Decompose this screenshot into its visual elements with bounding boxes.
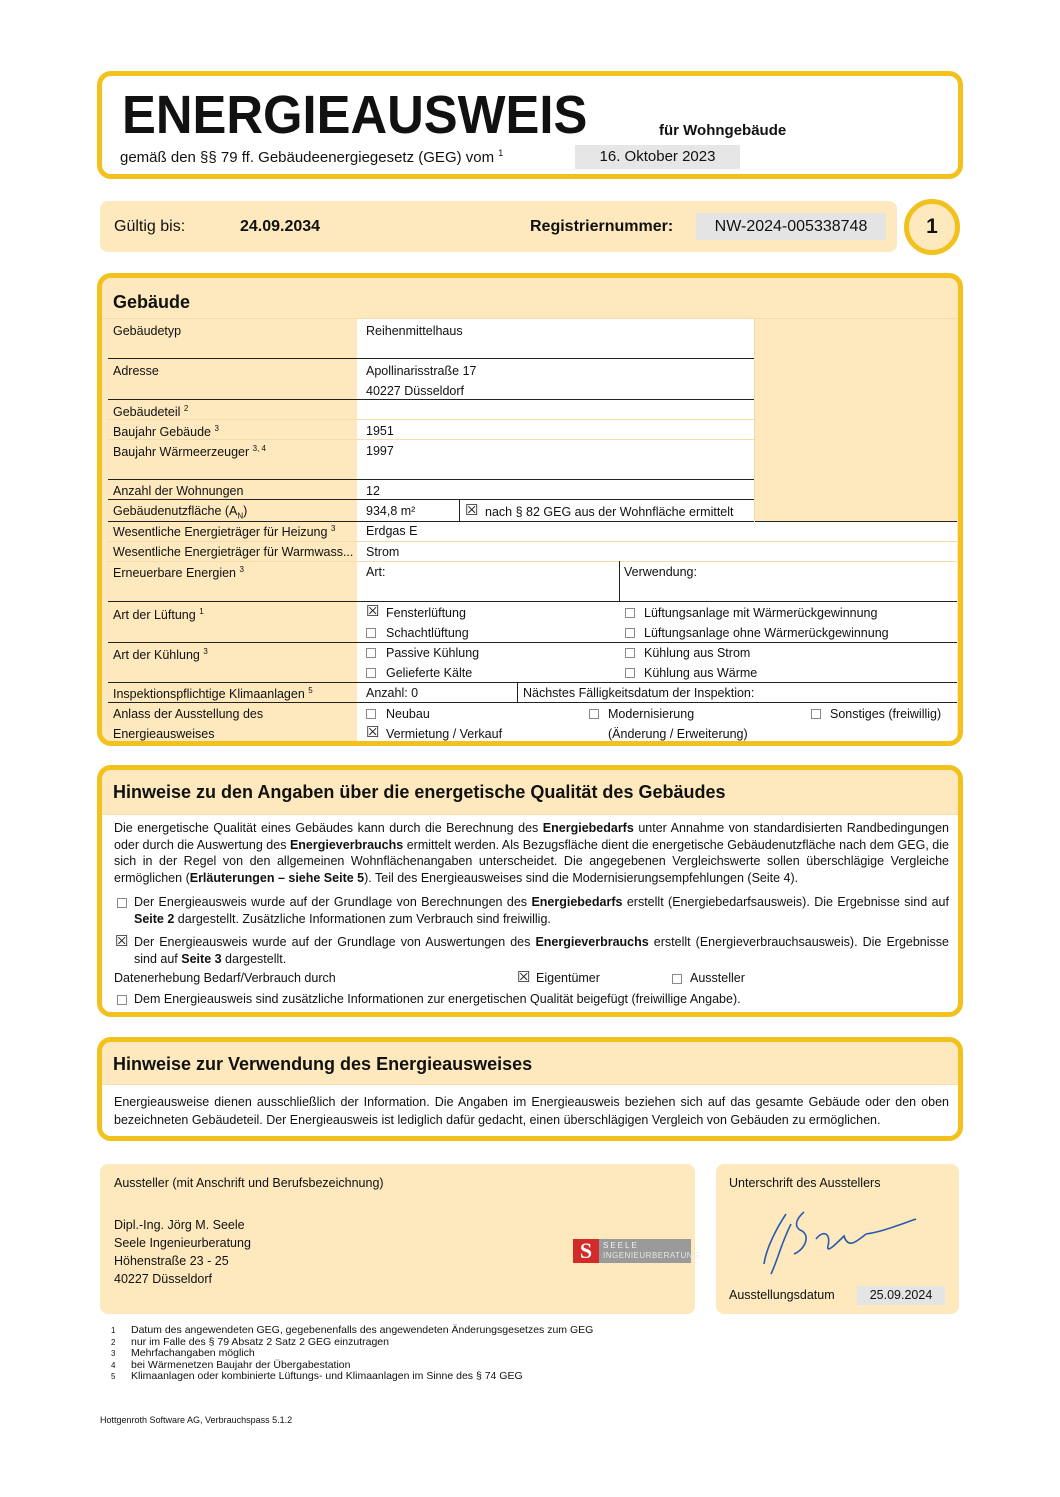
ventilation-heat-recovery-checkbox[interactable] (625, 608, 635, 618)
data-by-issuer-checkbox[interactable] (672, 974, 682, 984)
value-year-heater: 1997 (366, 444, 394, 458)
registration-number-field: NW-2024-005338748 (696, 213, 886, 240)
cooling-passive-checkbox[interactable] (366, 648, 376, 658)
modernization-note: (Änderung / Erweiterung) (608, 727, 748, 741)
additional-info-checkbox[interactable] (117, 995, 127, 1005)
label-cooling: Art der Kühlung $^3$ (113, 647, 208, 663)
additional-info-label: Dem Energieausweis sind zusätzliche Informationen zur energetischen Qualität beigefügt (freiwillige Angabe). (134, 992, 741, 1006)
area-method-note: nach § 82 GEG aus der Wohnfläche ermittelt (485, 505, 734, 519)
reason-new-build-checkbox[interactable] (366, 709, 376, 719)
usage-notes-section (97, 1037, 963, 1141)
issuer-label: Aussteller (mit Anschrift und Berufsbezeichnung) (114, 1176, 384, 1190)
value-address-city: 40227 Düsseldorf (366, 384, 464, 398)
demand-certificate-text: Der Energieausweis wurde auf der Grundlage von Berechnungen des Energiebedarfs erstellt (Energiebedarfsausweis). Die Ergebnisse sind auf Seite 2 dargestellt. Zusätzliche Informationen zum Verbrauch sind freiwillig. (134, 895, 949, 926)
value-usable-area: 934,8 m² (366, 504, 416, 518)
issuer-city: 40227 Düsseldorf (114, 1272, 212, 1286)
footnote-5: 5 Klimaanlagen oder kombinierte Lüftungs- und Klimaanlagen im Sinne des § 74 GEG (111, 1370, 523, 1383)
label-building-type: Gebäudetyp (113, 324, 182, 338)
renewable-use-label: Verwendung: (624, 565, 697, 579)
option-no-heat-recovery: Lüftungsanlage ohne Wärmerückgewinnung (644, 626, 889, 640)
quality-intro-text: Die energetische Qualität eines Gebäudes kann durch die Berechnung des Energiebedarfs unter Annahme von standardisierten Randbedingungen oder durch die Auswertung des Energieverbrauchs ermittelt werden. Als Bezugsfläche dient die energetische Gebäudenutzfläche nach dem GEG, die sich in der Regel von den allgemeinen Wohnflächenangaben unterscheidet. Die angegebenen Vergleichswerte sollen überschlägige Vergleiche ermöglichen (Erläuterungen – siehe Seite 5). Teil des Energieausweises sind die Modernisierungsempfehlungen (Seite 4). (114, 821, 949, 885)
label-apartments: Anzahl der Wohnungen (113, 484, 244, 498)
ventilation-window-checkbox-checked[interactable]: ☒ (366, 603, 380, 620)
data-by-issuer-label: Aussteller (690, 971, 745, 985)
consumption-certificate-text: Der Energieausweis wurde auf der Grundlage von Auswertungen des Energieverbrauchs erstellt (Energieverbrauchsausweis). Die Ergebnisse sind auf Seite 3 dargestellt. (134, 935, 949, 966)
ventilation-no-recovery-checkbox[interactable] (625, 628, 635, 638)
registration-label: Registriernummer: (530, 218, 674, 235)
label-year-heater: Baujahr Wärmeerzeuger $^{3, 4}$ (113, 444, 266, 460)
footnote-3: 3 Mehrfachangaben möglich (111, 1347, 255, 1360)
validity-bar (100, 201, 897, 252)
option-heat-cooling: Kühlung aus Wärme (644, 666, 758, 680)
footnote-1: 1 Datum des angewendeten GEG, gegebenenfalls des angewendeten Änderungsgesetzes zum GEG (111, 1324, 594, 1336)
footnote-4: 4 bei Wärmenetzen Baujahr der Übergabestation (111, 1358, 351, 1371)
label-usable-area: Gebäudenutzfläche $(A_N)$ (113, 504, 248, 521)
cooling-electric-checkbox[interactable] (625, 648, 635, 658)
value-hotwater-carrier: Strom (366, 545, 400, 559)
option-modernization: Modernisierung (608, 707, 695, 721)
document-subtitle: für Wohngebäude (659, 122, 787, 139)
value-year-building: 1951 (366, 424, 394, 438)
option-window-ventilation: Fensterlüftung (386, 606, 466, 620)
logo-letter: S (573, 1239, 599, 1263)
option-delivered-cold: Gelieferte Kälte (386, 666, 473, 680)
value-heating-carrier: Erdgas E (366, 524, 418, 538)
footnote-2: 2 nur im Falle des § 79 Absatz 2 Satz 2 GEG einzutragen (111, 1335, 389, 1348)
logo-text-line2: INGENIEURBERATUNG (603, 1251, 700, 1260)
signature-label: Unterschrift des Ausstellers (729, 1176, 881, 1190)
ac-count: Anzahl: 0 (366, 686, 419, 700)
quality-notes-section (97, 765, 963, 1017)
issuer-panel (100, 1164, 700, 1314)
area-method-checkbox-checked[interactable]: ☒ (465, 502, 479, 519)
option-electric-cooling: Kühlung aus Strom (644, 646, 751, 660)
signature-image (756, 1204, 926, 1279)
reason-other-checkbox[interactable] (811, 709, 821, 719)
cooling-delivered-checkbox[interactable] (366, 668, 376, 678)
ventilation-shaft-checkbox[interactable] (366, 628, 376, 638)
ac-next-inspection-label: Nächstes Fälligkeitsdatum der Inspektion: (523, 686, 755, 700)
data-by-owner-checkbox-checked[interactable]: ☒ (517, 969, 531, 986)
issuer-company: Seele Ingenieurberatung (114, 1236, 251, 1250)
certificate-header (97, 71, 963, 179)
label-renewable: Erneuerbare Energien $^3$ (113, 565, 244, 581)
footnotes (111, 1325, 593, 1383)
label-year-building: Baujahr Gebäude $^3$ (113, 424, 219, 440)
law-date-field: 16. Oktober 2023 (575, 145, 740, 169)
renewable-kind-label: Art: (366, 565, 386, 579)
label-hotwater-carrier: Wesentliche Energieträger für Warmwass... (113, 545, 354, 559)
option-other: Sonstiges (freiwillig) (830, 707, 942, 721)
label-heating-carrier: Wesentliche Energieträger für Heizung $^3$ (113, 524, 336, 540)
label-ventilation: Art der Lüftung $^1$ (113, 607, 204, 623)
software-credit: Hottgenroth Software AG, Verbrauchspass 5.1.2 (100, 1415, 293, 1425)
issuer-name: Dipl.-Ing. Jörg M. Seele (114, 1218, 245, 1232)
label-address: Adresse (113, 364, 159, 378)
valid-until-label: Gültig bis: (114, 218, 186, 235)
value-apartments: 12 (366, 484, 380, 498)
issue-date-field: 25.09.2024 (857, 1286, 945, 1305)
logo-text-line1: SEELE (603, 1241, 639, 1250)
issue-date-label: Ausstellungsdatum (729, 1288, 835, 1302)
reason-modernization-checkbox[interactable] (589, 709, 599, 719)
value-address-street: Apollinarisstraße 17 (366, 364, 477, 378)
data-collection-label: Datenerhebung Bedarf/Verbrauch durch (114, 971, 336, 985)
label-building-part: Gebäudeteil $^2$ (113, 404, 189, 420)
demand-certificate-checkbox[interactable] (117, 898, 127, 908)
option-rent-sale: Vermietung / Verkauf (386, 727, 503, 741)
option-new-build: Neubau (386, 707, 430, 721)
building-section-title: Gebäude (113, 292, 191, 312)
label-ac-systems: Inspektionspflichtige Klimaanlagen $^5$ (113, 686, 313, 702)
data-by-owner-label: Eigentümer (536, 971, 600, 985)
company-logo (573, 1238, 700, 1263)
valid-until-value: 24.09.2034 (240, 218, 321, 235)
reason-rent-sale-checkbox-checked[interactable]: ☒ (366, 724, 380, 741)
option-passive-cooling: Passive Kühlung (386, 646, 480, 660)
document-title: ENERGIEAUSWEIS (122, 85, 588, 145)
cooling-heat-checkbox[interactable] (625, 668, 635, 678)
option-shaft-ventilation: Schachtlüftung (386, 626, 469, 640)
issuer-street: Höhenstraße 23 - 25 (114, 1254, 229, 1268)
label-reason-line2: Energieausweises (113, 727, 215, 741)
option-heat-recovery: Lüftungsanlage mit Wärmerückgewinnung (644, 606, 878, 620)
building-section (97, 273, 963, 746)
quality-notes-title: Hinweise zu den Angaben über die energetische Qualität des Gebäudes (113, 782, 726, 802)
consumption-certificate-checkbox-checked[interactable]: ☒ (115, 933, 129, 950)
value-building-type: Reihenmittelhaus (366, 324, 463, 338)
usage-notes-title: Hinweise zur Verwendung des Energieausweises (113, 1054, 533, 1074)
label-reason-line1: Anlass der Ausstellung des (113, 707, 264, 721)
page-number-badge: 1 (904, 199, 960, 255)
signature-panel (716, 1164, 959, 1314)
usage-notes-text: Energieausweise dienen ausschließlich der Information. Die Angaben im Energieausweis beziehen sich auf das gesamte Gebäude oder den oben bezeichneten Gebäudeteil. Der Energieausweis ist lediglich dafür gedacht, einen überschlägigen Vergleich von Gebäuden zu ermöglichen. (114, 1095, 949, 1127)
law-reference: gemäß den §§ 79 ff. Gebäudeenergiegesetz (GEG) vom $^1$ (120, 148, 504, 166)
